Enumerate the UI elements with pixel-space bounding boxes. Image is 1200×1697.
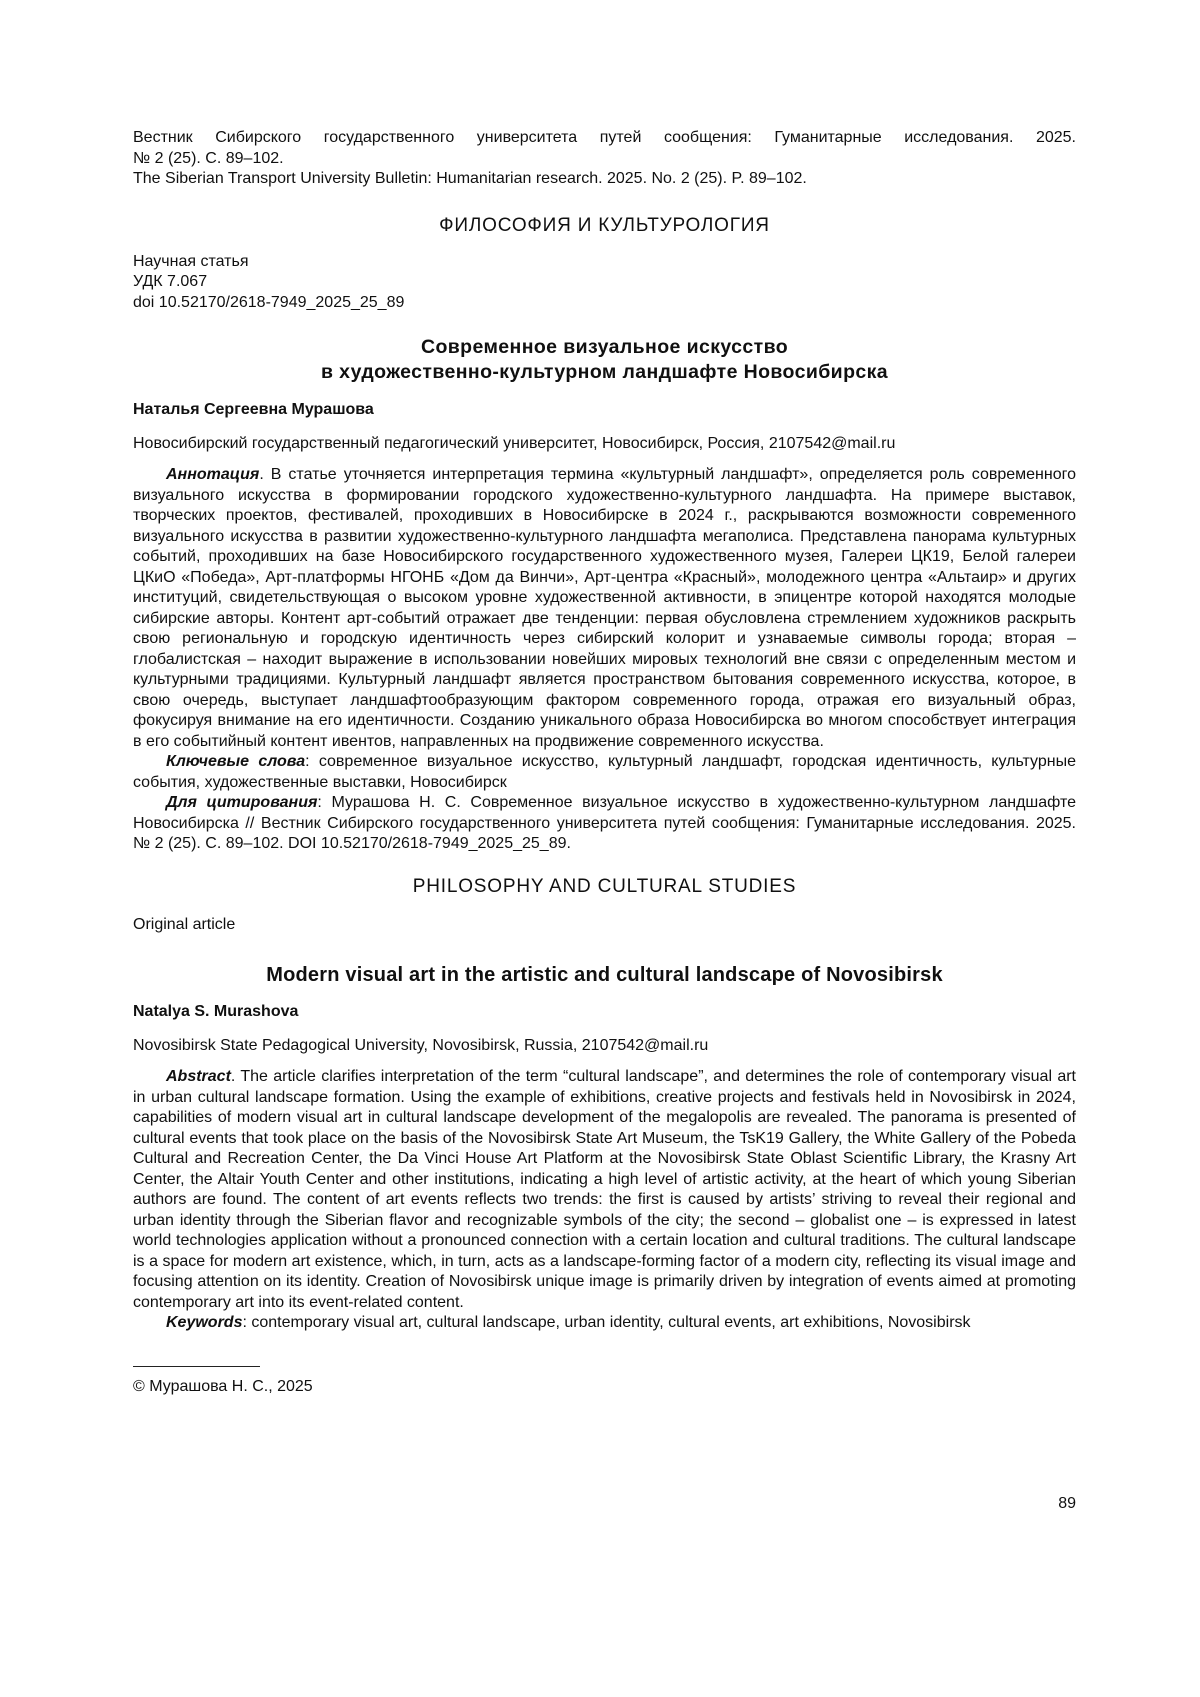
article-title-ru-line2: в художественно-культурном ландшафте Новосибирска — [320, 361, 889, 383]
article-meta-ru — [133, 252, 1076, 314]
journal-citation-ru-line1: Вестник Сибирского государственного университета путей сообщения: Гуманитарные исследования. 2025. — [133, 129, 1076, 146]
author-affiliation-ru: Новосибирский государственный педагогический университет, Новосибирск, Россия, 2107542@mail.ru — [133, 434, 896, 452]
keywords-en — [133, 1313, 1076, 1334]
keywords-ru — [133, 752, 1076, 793]
author-name-ru: Наталья Сергеевна Мурашова — [133, 401, 374, 418]
journal-citation-en: The Siberian Transport University Bulletin: Humanitarian research. 2025. No. 2 (25). P. 89–102. — [133, 170, 807, 187]
author-affiliation-en: Novosibirsk State Pedagogical University, Novosibirsk, Russia, 2107542@mail.ru — [133, 1036, 709, 1054]
keywords-text-ru: : современное визуальное искусство, культурный ландшафт, городская идентичность, культурные события, художественные выставки, Новосибирск — [133, 753, 1077, 791]
journal-masthead — [133, 128, 1076, 190]
copyright-line: © Мурашова Н. С., 2025 — [133, 1377, 313, 1395]
article-title-ru — [133, 335, 1076, 385]
keywords-label-en: Keywords — [166, 1314, 243, 1331]
doi-line: doi 10.52170/2618-7949_2025_25_89 — [133, 293, 405, 311]
article-type-en: Original article — [133, 915, 236, 933]
article-type-ru: Научная статья — [133, 252, 249, 270]
abstract-ru — [133, 465, 1076, 752]
abstract-label-ru: Аннотация — [166, 466, 260, 483]
section-heading-en: PHILOSOPHY AND CULTURAL STUDIES — [412, 875, 797, 897]
abstract-text-ru: . В статье уточняется интерпретация термина «культурный ландшафт», определяется роль современного визуального искусства в формировании городского художественно-культурного ландшафта. На примере выставок, творческих проектов, фестивалей, проходивших в Новосибирске в 2024 г., раскрываются возможности современного визуального искусства в развитии художественно-культурного ландшафта мегаполиса. Представлена панорама культурных событий, проходивших на базе Новосибирского государственного художественного музея, Галереи ЦК19, Белой галереи ЦКиО «Победа», Арт-платформы НГОНБ «Дом да Винчи», Арт-центра «Красный», молодежного центра «Альтаир» и других институций, свидетельствующая о высоком уровне художественной активности, в эпицентре которой находятся молодые сибирские авторы. Контент арт-событий отражает две тенденции: первая обусловлена стремлением художников раскрыть свою региональную и городскую идентичность через сибирский колорит и узнаваемые символы города; вторая – глобалистская – находит выражение в использовании новейших мировых технологий вне связи с определенным местом и культурными традициями. Культурный ландшафт является пространством бытования современного искусства, которое, в свою очередь, выступает ландшафтообразующим фактором современного города, отражая его визуальный образ, фокусируя внимание на его идентичности. Созданию уникального образа Новосибирска во многом способствует интеграция в его событийный контент ивентов, направленных на продвижение современного искусства. — [133, 466, 1076, 750]
article-title-ru-line1: Современное визуальное искусство — [420, 336, 789, 358]
keywords-label-ru: Ключевые слова — [166, 753, 306, 770]
citation-label-ru: Для цитирования — [166, 794, 318, 811]
citation-ru — [133, 793, 1076, 855]
citation-text-ru: : Мурашова Н. С. Современное визуальное искусство в художественно-культурном ландшафте Новосибирска // Вестник Сибирского государственного университета путей сообщения: Гуманитарные исследования. 2025. № 2 (25). С. 89–102. DOI 10.52170/2618-7949_2025_25_89. — [133, 794, 1076, 852]
abstract-en — [133, 1067, 1076, 1313]
page-number: 89 — [1058, 1495, 1076, 1512]
abstract-text-en: . The article clarifies interpretation of the term “cultural landscape”, and determines the role of contemporary visual art in urban cultural landscape formation. Using the example of exhibitions, creative projects and festivals held in Novosibirsk in 2024, capabilities of modern visual art in cultural landscape development of the megalopolis are revealed. The panorama is presented of cultural events that took place on the basis of the Novosibirsk State Art Museum, the TsK19 Gallery, the White Gallery of the Pobeda Cultural and Recreation Center, the Da Vinci House Art Platform at the Novosibirsk State Oblast Scientific Library, the Krasny Art Center, the Altair Youth Center and other institutions, indicating a high level of artistic activity, at the heart of which young Siberian authors are found. The content of art events reflects two trends: the first is caused by artists’ striving to reveal their regional and urban identity through the Siberian flavor and recognizable symbols of the city; the second – globalist one – is expressed in latest world technologies application without a pronounced connection with a certain location and cultural traditions. The cultural landscape is a space for modern art existence, which, in turn, acts as a landscape-forming factor of a modern city, reflecting its visual image and focusing attention on its identity. Creation of Novosibirsk unique image is primarily driven by integration of events aimed at promoting contemporary art into its event-related content. — [133, 1068, 1076, 1311]
section-heading-ru: ФИЛОСОФИЯ И КУЛЬТУРОЛОГИЯ — [439, 214, 770, 236]
abstract-label-en: Abstract — [166, 1068, 231, 1085]
author-name-en: Natalya S. Murashova — [133, 1003, 299, 1020]
journal-citation-ru-line2: № 2 (25). С. 89–102. — [133, 149, 284, 167]
udc-code: УДК 7.067 — [133, 273, 208, 290]
footnote-divider — [133, 1366, 260, 1367]
keywords-text-en: : contemporary visual art, cultural landscape, urban identity, cultural events, art exhibitions, Novosibirsk — [242, 1314, 971, 1331]
article-title-en: Modern visual art in the artistic and cultural landscape of Novosibirsk — [266, 964, 943, 986]
